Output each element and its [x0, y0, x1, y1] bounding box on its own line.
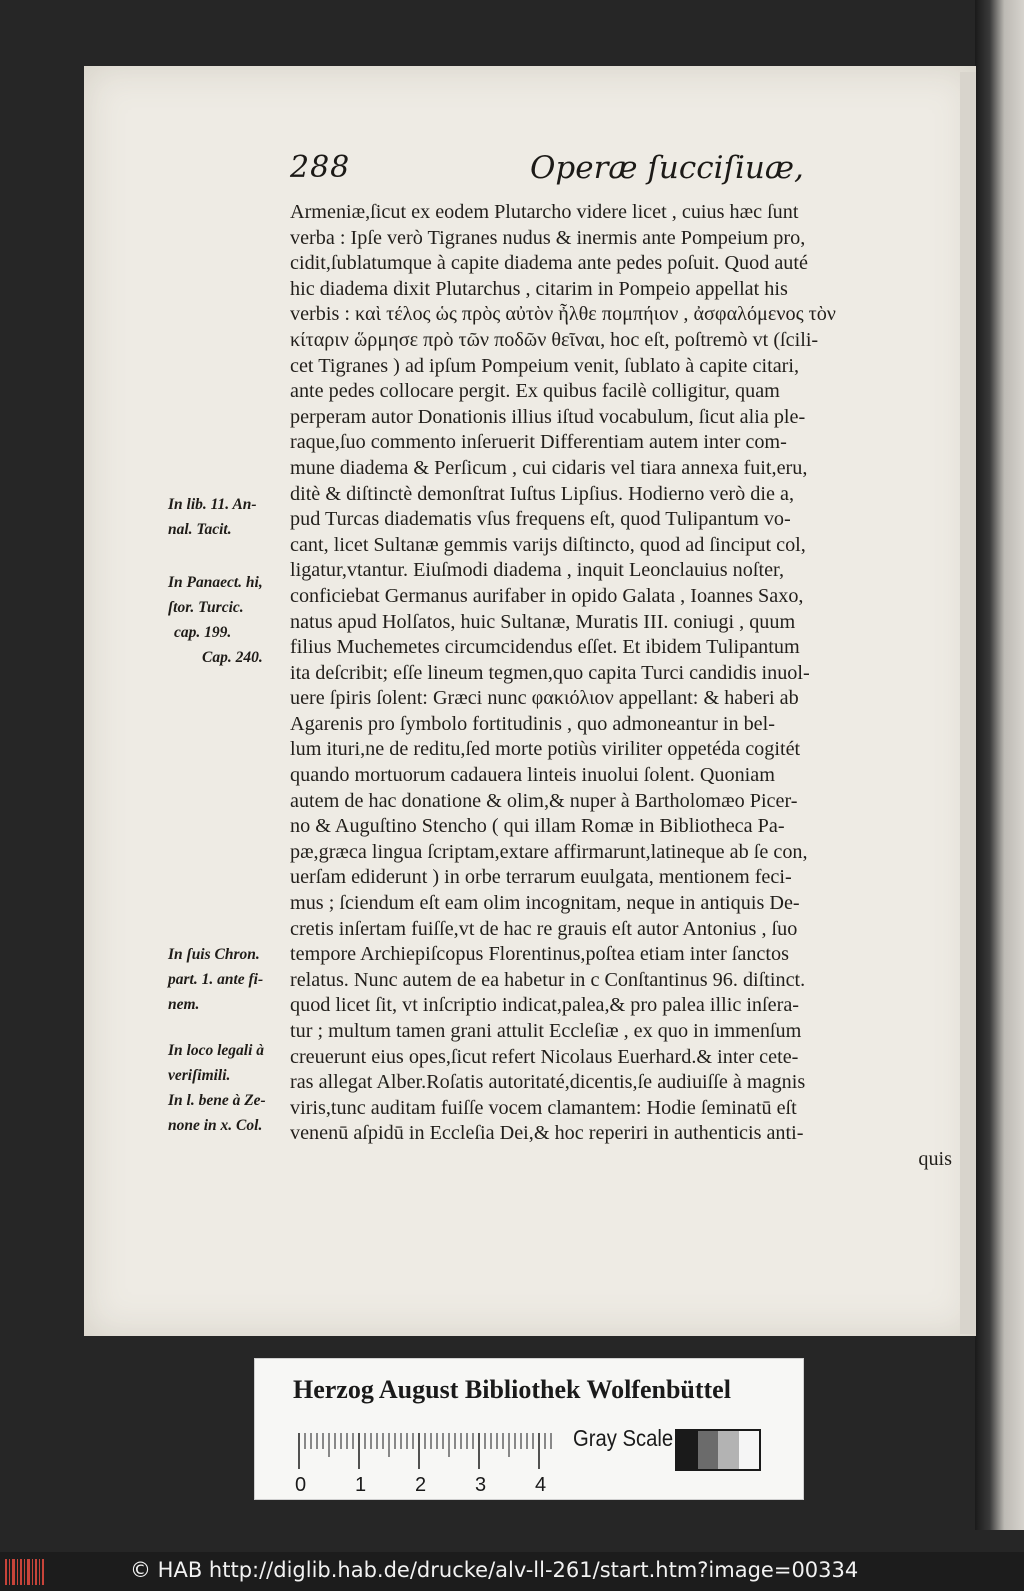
ruler-number: 4 [535, 1474, 547, 1496]
text-line: cretis inſertam fuiſſe,vt de hac re grauis eſt autor Antonius , ſuo [290, 917, 798, 940]
scale-ruler [295, 1429, 565, 1499]
library-name: Herzog August Bibliothek Wolfenbüttel [293, 1375, 731, 1404]
margin-note-line: In Panaect. hi, [168, 574, 263, 591]
text-line: κίταριν ὥρμησε πρὸ τῶν ποδῶν θεῖναι, hoc eſt, poſtremò vt (ſcili- [290, 328, 819, 351]
gray-swatch-cell [739, 1431, 760, 1469]
page-header [290, 150, 950, 200]
text-line: autem de hac donatione & olim,& nuper à Bartholomæo Picer- [290, 789, 798, 812]
text-line: Armeniæ,ſicut ex eodem Plutarcho videre licet , cuius hæc ſunt [290, 201, 799, 223]
margin-note-line: nem. [168, 996, 200, 1013]
text-line: mune diadema & Perſicum , cui cidaris vel tiara annexa fuit,eru, [290, 456, 808, 479]
gray-swatch-cell [718, 1431, 739, 1469]
margin-note-line: In loco legali à [168, 1042, 265, 1059]
library-label-card [254, 1358, 804, 1500]
margin-note-line: cap. 199. [174, 624, 232, 641]
margin-note-line: In lib. 11. An- [168, 496, 257, 513]
text-line: cant, licet Sultanæ gemmis varijs diſtincto, quod ad ſinciput col, [290, 533, 806, 556]
ruler-number: 0 [295, 1474, 307, 1496]
text-line: pæ,græca lingua ſcriptam,extare affirmarunt,latineque ab ſe con, [290, 840, 808, 863]
text-line: perperam autor Donationis illius iſtud vocabulum, ſicut alia ple- [290, 405, 806, 428]
margin-note-line: part. 1. ante fi- [168, 971, 264, 988]
barcode-icon [4, 1557, 46, 1587]
text-line: uere ſpiris ſolent: Græci nunc φακιόλιον appellant: & haberi ab [290, 687, 799, 710]
text-line: ligatur,vtantur. Eiuſmodi diadema , inquit Leonclauius noſter, [290, 559, 784, 582]
text-line: cidit,ſublatumque à capite diadema ante pedes poſuit. Quod auté [290, 252, 808, 275]
text-line: filius Muchemetes circumcidendus eſſet. Et ibidem Tulipantum [290, 636, 800, 659]
text-line: conficiebat Germanus aurifaber in opido Galata , Ioannes Saxo, [290, 584, 804, 607]
text-line: verbis : καὶ τέλος ὡς πρὸς αὐτὸν ἦλθε πομπήιον , ἀσφαλόμενος τὸν [290, 303, 836, 326]
ruler-number: 2 [415, 1474, 427, 1496]
gray-swatch-cell [677, 1431, 698, 1469]
margin-note-4 [168, 1038, 294, 1138]
text-line: ante pedes collocare pergit. Ex quibus facilè colligitur, quam [290, 380, 780, 403]
text-line: quod licet ſit, vt inſcriptio indicat,palea,& pro palea illic inſera- [290, 994, 800, 1017]
margin-note-line: veriſimili. [168, 1067, 231, 1084]
catchword: quis [918, 1147, 952, 1170]
text-line: hic diadema dixit Plutarchus , citarim in Pompeio appellat his [290, 277, 788, 300]
text-line: raque,ſuo commento inſeruerit Differentiam autem inter com- [290, 431, 787, 454]
text-line: creuerunt eius opes,ſicut refert Nicolaus Euerhard.& inter cete- [290, 1045, 799, 1068]
ruler-number: 3 [475, 1474, 487, 1496]
text-line: lum ituri,ne de reditu,ſed morte potiùs viriliter oppetéda cogitét [290, 738, 801, 761]
text-line: verba : Ipſe verò Tigranes nudus & inermis ante Pompeium pro, [290, 226, 806, 249]
text-line: no & Auguſtino Stencho ( qui illam Romæ in Bibliotheca Pa- [290, 815, 785, 838]
margin-note-2 [168, 570, 294, 670]
body-text [290, 200, 952, 1173]
text-line: tur ; multum tamen grani attulit Eccleſiæ , ex quo in immenſum [290, 1020, 802, 1042]
page-edge [960, 72, 976, 1334]
text-line: natus apud Holſatos, huic Sultanæ, Muratis III. coniugi , quum [290, 610, 796, 633]
text-line: Agarenis pro ſymbolo fortitudinis , quo admoneantur in bel- [290, 712, 775, 735]
text-line: quando mortuorum cadauera linteis inuolui ſolent. Quoniam [290, 764, 775, 787]
text-line: pud Turcas diadematis vſus frequens eſt, quod Tulipantum vo- [290, 508, 791, 531]
gray-scale-label: Gray Scale [573, 1425, 674, 1451]
text-line: venenū aſpidū in Eccleſia Dei,& hoc reperiri in authenticis anti- [290, 1122, 804, 1145]
margin-note-line: Cap. 240. [202, 649, 263, 666]
text-line: ditè & diſtinctè demonſtrat Iuſtus Lipſius. Hodierno verò die a, [290, 482, 795, 505]
margin-note-line: nal. Tacit. [168, 521, 232, 538]
page-number: 288 [290, 150, 351, 185]
background-adjacent-page [975, 0, 1024, 1530]
ruler-number: 1 [355, 1474, 367, 1496]
running-head: Operæ ſucciſiuæ, [530, 150, 804, 186]
text-line: uerſam ediderunt ) in orbe terrarum euulgata, mentionem feci- [290, 866, 792, 889]
text-line: tempore Archiepiſcopus Florentinus,poſtea etiam inter ſanctos [290, 943, 789, 966]
text-line: cet Tigranes ) ad ipſum Pompeium venit, ſublato à capite citari, [290, 354, 800, 377]
gray-scale-swatch [675, 1429, 761, 1471]
margin-note-line: ſtor. Turcic. [168, 599, 244, 616]
footer-bar [0, 1552, 1024, 1591]
text-line: ras allegat Alber.Roſatis autoritaté,dicentis,ſe audiuiſſe à magnis [290, 1071, 806, 1094]
text-line: mus ; ſciendum eſt eam olim incognitam, neque in antiquis De- [290, 892, 800, 915]
gray-swatch-cell [698, 1431, 719, 1469]
text-line: ita deſcribit; eſſe lineum tegmen,quo capita Turci candidis inuol- [290, 661, 810, 684]
margin-note-line: none in x. Col. [168, 1117, 263, 1134]
margin-note-3 [168, 942, 294, 1017]
text-line: relatus. Nunc autem de ea habetur in c Conſtantinus 96. diſtinct. [290, 968, 806, 991]
margin-note-1 [168, 492, 294, 542]
copyright-url: © HAB http://diglib.hab.de/drucke/alv-ll-261/start.htm?image=00334 [130, 1558, 859, 1582]
margin-note-line: In ſuis Chron. [168, 946, 260, 963]
margin-note-line: In l. bene à Ze- [168, 1092, 266, 1109]
text-line: viris,tunc auditam fuiſſe vocem clamantem: Hodie ſeminatū eſt [290, 1096, 797, 1119]
